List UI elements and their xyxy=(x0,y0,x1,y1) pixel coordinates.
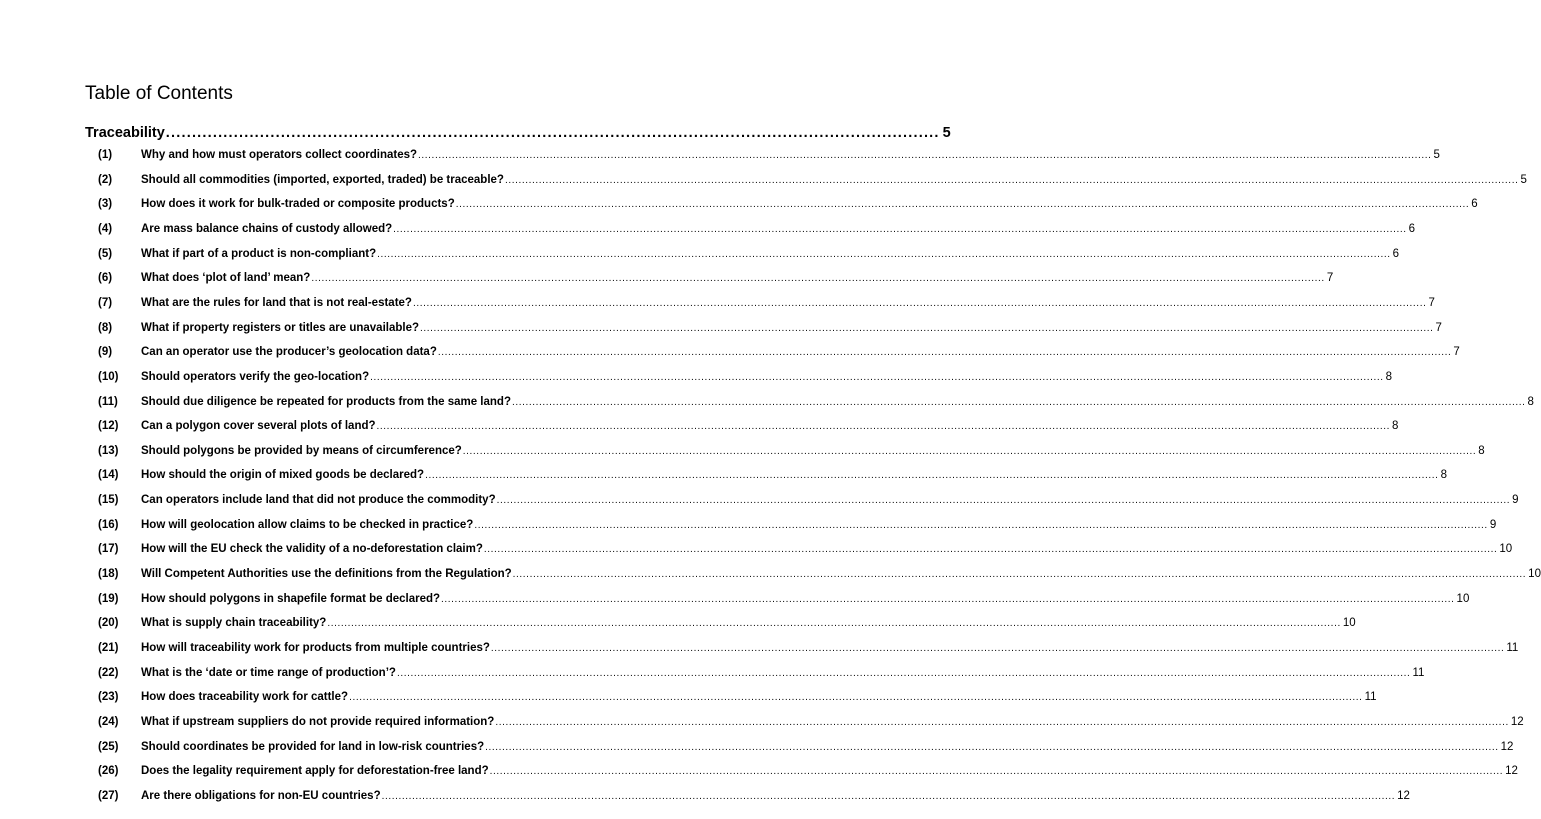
toc-entry[interactable] xyxy=(0,320,1442,338)
toc-leader-dots: ............................................................................................................................................................................................................................................................................................................ xyxy=(370,371,1384,383)
toc-entry-number: (27) xyxy=(98,789,119,802)
toc-entry-page: 12 xyxy=(1397,789,1410,802)
toc-entry-page: 7 xyxy=(1453,346,1460,359)
toc-entry[interactable] xyxy=(0,246,1400,264)
toc-entry-text: How should the origin of mixed goods be declared? xyxy=(141,469,425,482)
toc-leader-dots: ............................................................................................................................................................................................................................................................................................................ xyxy=(349,692,1363,704)
toc-entry-text: Should polygons be provided by means of circumference? xyxy=(141,444,462,457)
toc-entry[interactable] xyxy=(0,566,1541,584)
toc-entry-page: 11 xyxy=(1412,666,1425,679)
toc-entry-line xyxy=(141,617,1356,630)
toc-entry-text: Should coordinates be provided for land in low-risk countries? xyxy=(141,740,485,753)
toc-entry-number: (26) xyxy=(98,765,119,778)
toc-entry-line xyxy=(141,346,1460,359)
toc-entry-page: 6 xyxy=(1471,198,1478,211)
toc-entry-number: (17) xyxy=(98,543,119,556)
toc-entry-text: What if upstream suppliers do not provide required information? xyxy=(141,715,495,728)
toc-entry[interactable] xyxy=(0,788,1410,806)
toc-entry-page: 6 xyxy=(1408,222,1416,235)
toc-leader-dots: ............................................................................................................................................................................................................................................................................................................ xyxy=(485,741,1499,753)
toc-entry-line xyxy=(141,247,1400,260)
toc-entry[interactable] xyxy=(0,344,1460,362)
toc-entry-text: What is the ‘date or time range of production’? xyxy=(141,666,396,679)
toc-entry[interactable] xyxy=(0,689,1377,707)
toc-entry-number: (23) xyxy=(98,691,119,704)
toc-entry[interactable] xyxy=(0,418,1399,436)
toc-entry[interactable] xyxy=(0,739,1514,757)
toc-leader-dots: ............................................................................................................................................................................................................................................................................................................ xyxy=(512,569,1527,581)
toc-entry-line xyxy=(141,198,1478,211)
toc-entry-line xyxy=(141,420,1399,433)
toc-entry-page: 12 xyxy=(1500,740,1514,753)
toc-entry-text: Will Competent Authorities use the definitions from the Regulation? xyxy=(141,568,512,581)
toc-entry[interactable] xyxy=(0,615,1356,633)
toc-entry-number: (19) xyxy=(98,592,119,605)
toc-entry-line xyxy=(141,149,1440,161)
toc-entry-number: (25) xyxy=(98,740,119,753)
toc-entry-text: How will geolocation allow claims to be checked in practice? xyxy=(141,518,474,531)
toc-entry-text: Should all commodities (imported, exported, traded) be traceable? xyxy=(141,173,504,186)
toc-entry-line xyxy=(141,543,1513,556)
toc-entry-line xyxy=(141,272,1334,285)
toc-entry-number: (15) xyxy=(98,494,119,507)
toc-entry-text: How will the EU check the validity of a no-deforestation claim? xyxy=(141,543,483,556)
toc-leader-dots: ............................................................................................................................................................................................................................................................................................................ xyxy=(420,322,1434,334)
toc-entry[interactable] xyxy=(0,270,1334,288)
toc-entry-text: What are the rules for land that is not real-estate? xyxy=(141,296,412,309)
toc-entry[interactable] xyxy=(0,665,1425,683)
toc-entry-number: (8) xyxy=(98,321,113,334)
toc-entry-page: 7 xyxy=(1428,296,1435,309)
toc-entry-number: (24) xyxy=(98,715,119,728)
toc-entry[interactable] xyxy=(0,541,1513,559)
toc-leader-dots: ............................................................................................................................................................................................................................................................................................................ xyxy=(393,223,1407,235)
toc-entry[interactable] xyxy=(0,295,1435,313)
toc-entry[interactable] xyxy=(0,714,1524,732)
toc-entry-page: 8 xyxy=(1385,370,1393,383)
toc-entry[interactable] xyxy=(0,443,1485,461)
toc-entry-page: 12 xyxy=(1510,715,1524,728)
toc-entry-page: 9 xyxy=(1512,494,1519,507)
toc-entry-number: (9) xyxy=(98,346,113,359)
toc-leader-dots: ............................................................................................................................................................................................................................................................................................................ xyxy=(381,790,1396,802)
toc-entry-number: (16) xyxy=(98,518,119,531)
toc-entry-line xyxy=(141,518,1497,531)
toc-entry-page: 7 xyxy=(1435,321,1442,334)
toc-entry-number: (10) xyxy=(98,370,119,383)
toc-entry-line xyxy=(141,395,1534,408)
toc-leader-dots: ............................................................................................................................................................................................................................................................................................................ xyxy=(489,766,1504,778)
toc-entry-line xyxy=(141,469,1447,482)
toc-entry-number: (2) xyxy=(98,173,113,186)
toc-entry[interactable] xyxy=(0,369,1393,387)
toc-leader-dots: ............................................................................................................................................................................................................................................................................................................ xyxy=(504,174,1519,186)
toc-entry-line xyxy=(141,296,1435,309)
toc-entry-page: 8 xyxy=(1392,420,1399,433)
toc-entry-line xyxy=(141,222,1416,235)
toc-leader-dots: ............................................................................................................................................................................................................................................................................................................ xyxy=(377,248,1391,260)
toc-leader-dots: .................................................................................................................................................... xyxy=(165,125,940,141)
toc-leader-dots: ............................................................................................................................................................................................................................................................................................................ xyxy=(425,470,1439,482)
toc-entry-line xyxy=(141,642,1519,654)
toc-leader-dots: ............................................................................................................................................................................................................................................................................................................ xyxy=(311,273,1325,285)
toc-entry[interactable] xyxy=(0,196,1478,214)
toc-entry-text: How will traceability work for products from multiple countries? xyxy=(141,642,490,654)
toc-entry[interactable] xyxy=(0,492,1519,510)
toc-entry-number: (21) xyxy=(98,642,119,654)
toc-entry-text: What is supply chain traceability? xyxy=(141,617,327,630)
toc-entry-number: (12) xyxy=(98,420,119,433)
toc-entry-number: (5) xyxy=(98,247,113,260)
toc-section-traceability[interactable] xyxy=(85,121,951,141)
toc-entry-number: (18) xyxy=(98,568,119,581)
toc-entry-line xyxy=(141,691,1377,704)
toc-leader-dots: ............................................................................................................................................................................................................................................................................................................ xyxy=(495,716,1509,728)
toc-leader-dots: ............................................................................................................................................................................................................................................................................................................ xyxy=(511,396,1526,408)
toc-entry-text: What does ‘plot of land’ mean? xyxy=(141,272,311,285)
toc-entry[interactable] xyxy=(0,221,1416,239)
toc-entry-line xyxy=(141,370,1393,383)
toc-entry-text: Are mass balance chains of custody allowed? xyxy=(141,222,393,235)
toc-entry-page: 10 xyxy=(1528,568,1541,581)
toc-title: Table of Contents xyxy=(85,83,233,104)
toc-entry-page: 7 xyxy=(1326,272,1334,285)
toc-leader-dots: ............................................................................................................................................................................................................................................................................................................ xyxy=(462,445,1477,457)
toc-entry-line xyxy=(141,568,1541,581)
toc-entry-text: Can operators include land that did not produce the commodity? xyxy=(141,494,496,507)
toc-entry-number: (3) xyxy=(98,198,113,211)
toc-entry[interactable] xyxy=(0,172,1527,190)
toc-entry-page: 6 xyxy=(1392,247,1400,260)
toc-entry-page: 11 xyxy=(1364,691,1377,704)
toc-section-page: 5 xyxy=(942,125,951,141)
toc-entry-text: Can a polygon cover several plots of land? xyxy=(141,420,376,433)
toc-entry-line xyxy=(141,740,1514,753)
toc-entry-page: 10 xyxy=(1456,592,1470,605)
toc-leader-dots: ............................................................................................................................................................................................................................................................................................................ xyxy=(437,347,1452,359)
toc-entry-number: (14) xyxy=(98,469,119,482)
toc-entry-number: (7) xyxy=(98,296,113,309)
toc-entry-page: 5 xyxy=(1520,173,1527,186)
toc-entry-page: 8 xyxy=(1527,395,1534,408)
toc-entry-line xyxy=(141,765,1518,778)
toc-leader-dots: ............................................................................................................................................................................................................................................................................................................ xyxy=(327,618,1341,630)
toc-entry-number: (11) xyxy=(98,395,118,408)
toc-entry-page: 8 xyxy=(1440,469,1447,482)
toc-entry[interactable] xyxy=(0,763,1518,781)
toc-entry[interactable] xyxy=(0,591,1470,609)
toc-leader-dots: ............................................................................................................................................................................................................................................................................................................ xyxy=(412,297,1427,309)
toc-entry-text: What if part of a product is non-compliant? xyxy=(141,247,377,260)
toc-leader-dots: ............................................................................................................................................................................................................................................................................................................ xyxy=(441,593,1455,605)
toc-entry-line xyxy=(141,715,1524,728)
toc-entry-page: 9 xyxy=(1489,518,1497,531)
toc-entry-page: 10 xyxy=(1499,543,1513,556)
toc-entry-page: 5 xyxy=(1433,149,1440,161)
toc-entry-number: (1) xyxy=(98,149,113,161)
toc-entry-text: What if property registers or titles are unavailable? xyxy=(141,321,419,334)
toc-entry-number: (4) xyxy=(98,222,113,235)
toc-entry[interactable] xyxy=(0,147,1440,165)
toc-entry[interactable] xyxy=(0,467,1447,485)
toc-entry-page: 8 xyxy=(1478,444,1485,457)
toc-entry-text: Should operators verify the geo-location? xyxy=(141,370,370,383)
toc-entry-line xyxy=(141,592,1470,605)
toc-leader-dots: ............................................................................................................................................................................................................................................................................................................ xyxy=(483,544,1498,556)
toc-section-title: Traceability xyxy=(85,125,165,141)
toc-entry-line xyxy=(141,173,1527,186)
toc-leader-dots: ............................................................................................................................................................................................................................................................................................................ xyxy=(376,421,1391,433)
toc-entry-page: 10 xyxy=(1342,617,1356,630)
toc-entry-text: Why and how must operators collect coordinates? xyxy=(141,149,418,161)
toc-entry-text: Can an operator use the producer’s geolocation data? xyxy=(141,346,437,359)
toc-entry-text: How does it work for bulk-traded or composite products? xyxy=(141,198,455,211)
toc-entry-line xyxy=(141,321,1442,334)
toc-entry[interactable] xyxy=(0,394,1534,412)
toc-entry-line xyxy=(141,789,1410,802)
toc-leader-dots: ............................................................................................................................................................................................................................................................................................................ xyxy=(490,643,1505,654)
toc-entry[interactable] xyxy=(0,640,1519,658)
toc-entry-text: How does traceability work for cattle? xyxy=(141,691,349,704)
toc-leader-dots: ............................................................................................................................................................................................................................................................................................................ xyxy=(496,495,1511,507)
toc-leader-dots: ............................................................................................................................................................................................................................................................................................................ xyxy=(418,150,1432,161)
toc-entry-number: (13) xyxy=(98,444,119,457)
toc-entry-line xyxy=(141,666,1425,679)
toc-leader-dots: ............................................................................................................................................................................................................................................................................................................ xyxy=(396,667,1411,679)
toc-entry-text: How should polygons in shapefile format be declared? xyxy=(141,592,441,605)
toc-entry-number: (6) xyxy=(98,272,113,285)
toc-leader-dots: ............................................................................................................................................................................................................................................................................................................ xyxy=(455,199,1470,211)
toc-entry-text: Does the legality requirement apply for deforestation-free land? xyxy=(141,765,489,778)
toc-entry-number: (22) xyxy=(98,666,119,679)
toc-entry[interactable] xyxy=(0,517,1497,535)
toc-entry-line xyxy=(141,444,1485,457)
toc-entry-line xyxy=(141,494,1519,507)
toc-entry-number: (20) xyxy=(98,617,119,630)
toc-entry-text: Should due diligence be repeated for products from the same land? xyxy=(141,395,511,408)
toc-entry-text: Are there obligations for non-EU countries? xyxy=(141,789,381,802)
toc-leader-dots: ............................................................................................................................................................................................................................................................................................................ xyxy=(474,519,1488,531)
toc-entry-page: 11 xyxy=(1506,642,1519,654)
toc-entry-page: 12 xyxy=(1505,765,1518,778)
